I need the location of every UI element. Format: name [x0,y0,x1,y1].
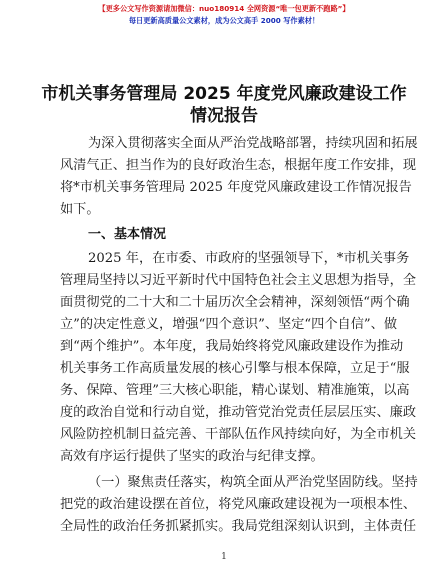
subsection-line: 把党的政治建设摆在首位，将党风廉政建设视为一项根本性、 [60,497,417,512]
intro-line: 风清气正、担当作为的良好政治生态，根据年度工作安排，现 [60,158,417,173]
intro-line: 将*市机关事务管理局 2025 年度党风廉政建设工作情况报告 [60,180,412,195]
subsection-line: （一）聚焦责任落实，构筑全面从严治党坚固防线。坚持 [88,475,418,490]
intro-line: 为深入贯彻落实全面从严治党战略部署，持续巩固和拓展 [88,136,418,151]
section-heading: 一、基本情况 [88,227,167,242]
body-line: 到“两个维护”。本年度，我局始终将党风廉政建设作为推动 [60,339,404,354]
body-line: 立”的决定性意义，增强“四个意识”、坚定“四个自信”、做 [60,317,398,332]
page-number: 1 [221,552,227,562]
body-line: 高效有序运行提供了坚实的政治与纪律支撑。 [60,449,324,464]
body-line: 务、保障、管理”三大核心职能，精心谋划、精准施策，以高 [60,383,410,398]
body-line: 面贯彻党的二十大和二十届历次全会精神，深刻领悟“两个确 [60,295,410,310]
document-title-line-1: 市机关事务管理局 2025 年度党风廉政建设工作 [41,84,407,104]
promo-banner-line-2: 每日更新高质量公文素材，成为公文高手 2000 写作素材！ [128,16,320,25]
body-line: 2025 年，在市委、市政府的坚强领导下，*市机关事务 [88,251,410,266]
document-title-line-2: 情况报告 [190,106,258,126]
body-line: 管理局坚持以习近平新时代中国特色社会主义思想为指导，全 [60,273,417,288]
body-line: 机关事务工作高质量发展的核心引擎与根本保障，立足于“服 [60,361,410,376]
subsection-line: 全局性的政治任务抓紧抓实。我局党组深刻认识到，主体责任 [60,519,417,534]
body-line: 度的政治自觉和行动自觉，推动管党治党责任层层压实、廉政 [60,405,417,420]
body-line: 风险防控机制日益完善、干部队伍作风持续向好，为全市机关 [60,427,417,442]
promo-banner-line-1: 【更多公文写作资源请加微信：nuo180914 全网资源“唯一包更新不跑路”】 [98,4,350,13]
intro-line: 如下。 [60,202,100,217]
